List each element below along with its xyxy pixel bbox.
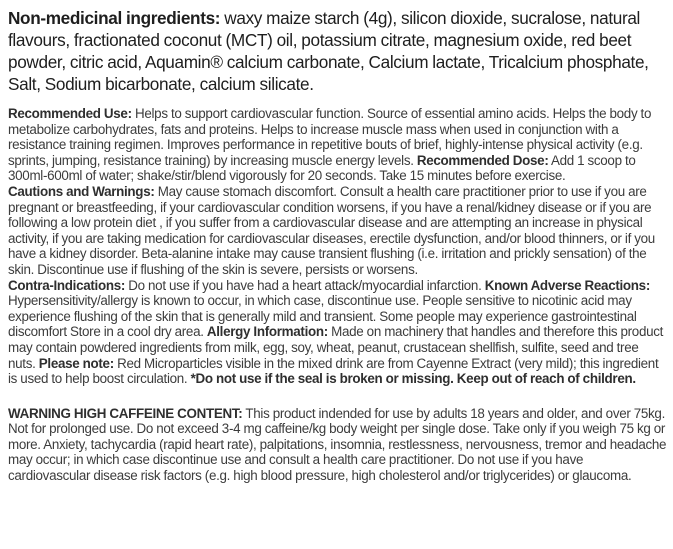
- cautions-text: May cause stomach discomfort. Consult a health care practitioner prior to use if you are pregnant or breastfeeding, if your cardiovascular condition worsens, if you have a renal/kidney disease or if you are following a low protein diet , if you suffer from a cardiovascular disease and are attempting an increase in physical activity, if you are taking medication for cardiovascular diseases, erectile dysfunction, and/or blood thinners, or if you have a kidney disorder. Beta-alanine intake may cause transient flushing (i.e. irritation and prickly sensation) of the skin. Discontinue use if flushing of the skin is severe, persists or worsens.: [8, 183, 655, 277]
- recommended-use-text: Helps to support cardiovascular function. Source of essential amino acids. Helps the body to metabolize carbohydrates, fats and proteins. Helps to increase muscle mass when used in conjunction with a resistance training regimen. Improves performance in repetitive bouts of brief, highly-intense physical activity (e.g. sprints, jumping, resistance training) by increasing muscle energy levels.: [8, 106, 652, 168]
- caffeine-warning-paragraph: [8, 406, 667, 484]
- ingredients-paragraph: [8, 7, 667, 95]
- adverse-reactions-heading: Known Adverse Reactions:: [484, 277, 650, 293]
- recommended-dose-heading: Recommended Dose:: [416, 152, 549, 168]
- ingredients-text: waxy maize starch (4g), silicon dioxide, sucralose, natural flavours, fractionated coconut (MCT) oil, potassium citrate, magnesium oxide, red beet powder, citric acid, Aquamin® calcium carbonate, Calcium lactate, Tricalcium phosphate, Salt, Sodium bicarbonate, calcium silicate.: [8, 8, 649, 94]
- seal-warning: *Do not use if the seal is broken or missing. Keep out of reach of children.: [190, 371, 636, 387]
- please-note-text: Red Microparticles visible in the mixed drink are from Cayenne Extract (very mild); this ingredient is used to help boost circulation.: [8, 355, 659, 387]
- allergy-heading: Allergy Information:: [206, 324, 328, 340]
- recommended-dose-text: Add 1 scoop to 300ml-600ml of water; shake/stir/blend vigorously for 20 seconds. Take 15 minutes before exercise.: [8, 152, 636, 184]
- contra-indications-text: Do not use if you have had a heart attack/myocardial infarction.: [128, 277, 482, 293]
- caffeine-warning-heading: WARNING HIGH CAFFEINE CONTENT:: [8, 405, 243, 421]
- cautions-heading: Cautions and Warnings:: [8, 183, 155, 199]
- adverse-reactions-text: Hypersensitivity/allergy is known to occur, in which case, discontinue use. People sensitive to nicotinic acid may experience flushing of the skin that is generally mild and transient. Some people may experience gastrointestinal discomfort Store in a cool dry area.: [8, 293, 637, 340]
- please-note-heading: Please note:: [38, 355, 114, 371]
- allergy-text: Made on machinery that handles and therefore this product may contain powdered ingredients from milk, egg, soy, wheat, peanut, crustacean shellfish, sulfite, seed and tree nuts.: [8, 324, 664, 371]
- recommended-use-heading: Recommended Use:: [8, 106, 132, 121]
- contra-indications-heading: Contra-Indications:: [8, 277, 126, 293]
- ingredients-heading: Non-medicinal ingredients:: [8, 8, 221, 28]
- directions-warnings-paragraph: [8, 106, 667, 387]
- caffeine-warning-text: This product indended for use by adults 18 years and older, and over 75kg. Not for prolonged use. Do not exceed 3-4 mg caffeine/kg body weight per single dose. Take only if you weigh 75 kg or more. Anxiety, tachycardia (rapid heart rate), palpitations, insomnia, restlessness, nervousness, tremor and headache may occur; in which case discontinue use and consult a health care practitioner. Do not use if you have cardiovascular disease risk factors (e.g. high blood pressure, high cholesterol and/or triglycerides) or glaucoma.: [8, 405, 667, 484]
